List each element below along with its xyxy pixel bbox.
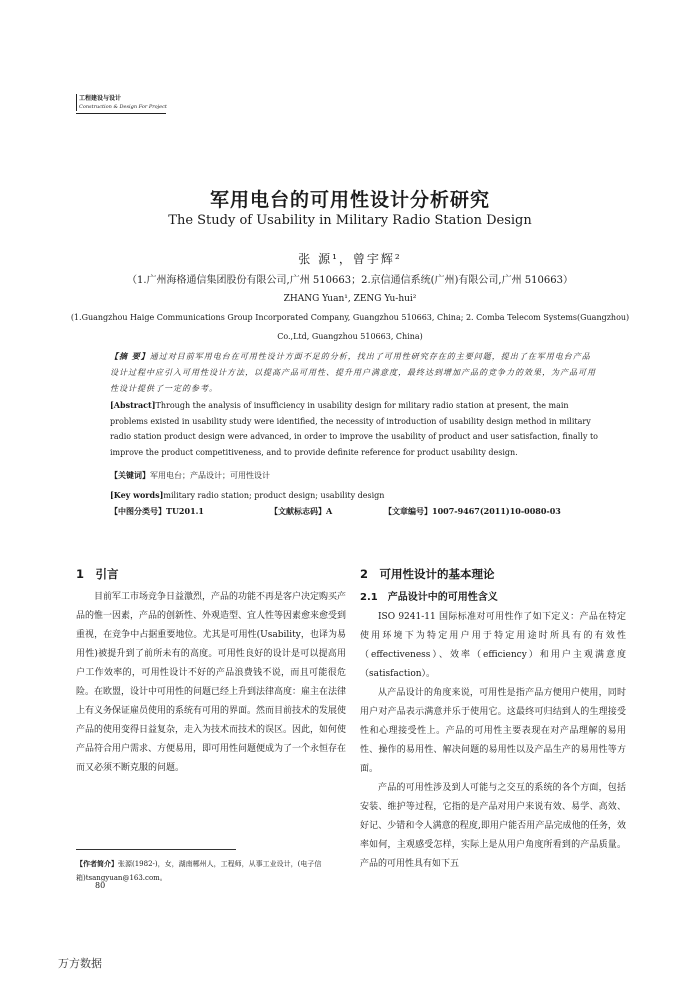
page-number: 80 <box>95 881 106 890</box>
article-value: 1007-9467(2011)10-0080-03 <box>432 506 561 516</box>
article-label: 【文章编号】 <box>384 506 432 516</box>
abstract-en-label: [Abstract] <box>110 400 156 410</box>
keywords-en <box>110 487 598 504</box>
article-number <box>384 506 561 517</box>
abstract-cn-text: 通过对目前军用电台在可用性设计方面不足的分析，找出了可用性研究存在的主要问题，提出了在军用电台产品设计过程中应引入可用性设计方法，以提高产品可用性、提升用户满意度，最终达到增加产品的竞争力的效果，为产品可用性设计提供了一定的参考。 <box>110 352 596 393</box>
abstract-cn-label: 【摘 要】 <box>110 351 150 361</box>
section2-heading: 2 可用性设计的基本理论 <box>360 567 495 581</box>
paragraph: 产品的可用性涉及到人可能与之交互的系统的各个方面，包括安装、维护等过程，它指的是产品对用户来说有效、易学、高效、好记、少错和令人满意的程度,即用户能否用产品完成他的任务，效率如何，主观感受怎样，实际上是从用户角度所看到的产品质量。产品的可用性具有如下五 <box>360 783 626 869</box>
affiliation-en-line2: Co.,Ltd, Guangzhou 510663, China) <box>277 332 423 341</box>
keywords-en-text: military radio station; product design; usability design <box>163 491 385 500</box>
document-code <box>270 506 332 517</box>
affiliation-en-line1: (1.Guangzhou Haige Communications Group Incorporated Company, Guangzhou 510663, China; 2. Comba Telecom Systems(Guangzhou) <box>70 313 630 322</box>
keywords-cn-label: 【关键词】 <box>110 470 150 480</box>
authors-cn: 张 源¹，曾宇辉² <box>298 252 402 266</box>
watermark: 万方数据 <box>58 957 102 970</box>
paragraph: 目前军工市场竞争日益激烈，产品的功能不再是客户决定购买产品的惟一因素，产品的创新性、外观造型、宜人性等因素愈来愈受到重视，在竞争中占据重要地位。尤其是可用性(Usability，也译为易用性)被提升到了前所未有的高度。可用性良好的设计是可以提高用户工作效率的，可用性设计不好的产品浪费钱不说，而且可能很危险。在欧盟，设计中可用性的问题已经上升到法律高度：雇主在法律上有义务保证雇员使用的系统有可用的界面。然而目前技术的发展使产品的使用变得日益复杂，走入为技术而技术的误区。因此，如何使产品符合用户需求、方便易用，即可用性问题便成为了一个永恒存在而又必须不断克服的问题。 <box>76 592 347 773</box>
doc-value: A <box>326 506 333 516</box>
author-note-label: 【作者简介】 <box>76 859 118 868</box>
authors-en: ZHANG Yuan¹, ZENG Yu-hui² <box>283 294 417 304</box>
abstract-cn <box>110 348 598 397</box>
footnote-rule <box>76 849 236 850</box>
paragraph: 从产品设计的角度来说，可用性是指产品方便用户使用，同时用户对产品表示满意并乐于使用它。这最终可归结到人的生理接受性和心理接受性上。产品的可用性主要表现在对产品理解的易用性、操作的易用性、解决问题的易用性以及产品生产的易用性等方面。 <box>360 688 626 774</box>
author-note-text: 张源(1982-)，女，湖南郴州人，工程师，从事工业设计，(电子信箱)tsangyuan@163.com。 <box>76 860 322 882</box>
section2-1-heading: 2.1 产品设计中的可用性含义 <box>360 592 498 603</box>
keywords-en-label: [Key words] <box>110 490 164 500</box>
section2-body <box>360 608 626 874</box>
keywords-cn-text: 军用电台；产品设计；可用性设计 <box>150 471 270 480</box>
abstract-en <box>110 398 598 460</box>
clc-number <box>110 506 204 517</box>
journal-name-en: Construction & Design For Project <box>79 104 167 110</box>
header-rule <box>76 113 166 114</box>
doc-label: 【文献标志码】 <box>270 506 326 516</box>
section1-body <box>76 588 346 778</box>
affiliation-cn: （1.广州海格通信集团股份有限公司,广州 510663；2.京信通信系统(广州)有限公司,广州 510663） <box>127 275 573 286</box>
clc-label: 【中图分类号】 <box>110 506 166 516</box>
section1-heading: 1 引言 <box>76 567 119 581</box>
clc-value: TU201.1 <box>166 506 204 516</box>
keywords-cn <box>110 467 598 484</box>
journal-header <box>76 94 167 111</box>
author-note <box>76 857 344 885</box>
abstract-en-text: Through the analysis of insufficiency in usability design for military radio station at present, the main problems existed in usability study were identified, the necessity of introduction of usability design method in military radio station product design were advanced, in order to improve the usability of product and user satisfaction, finally to improve the product competitiveness, and to provide definite reference for product usability design. <box>110 401 598 457</box>
title-en: The Study of Usability in Military Radio Station Design <box>168 213 532 228</box>
journal-name-cn: 工程建设与设计 <box>79 95 122 102</box>
paragraph: ISO 9241-11 国际标准对可用性作了如下定义：产品在特定使用环境下为特定用户用于特定用途时所具有的有效性（effectiveness）、效率（efficiency）和用户主观满意度（satisfaction）。 <box>360 612 626 679</box>
title-cn: 军用电台的可用性设计分析研究 <box>209 189 490 211</box>
